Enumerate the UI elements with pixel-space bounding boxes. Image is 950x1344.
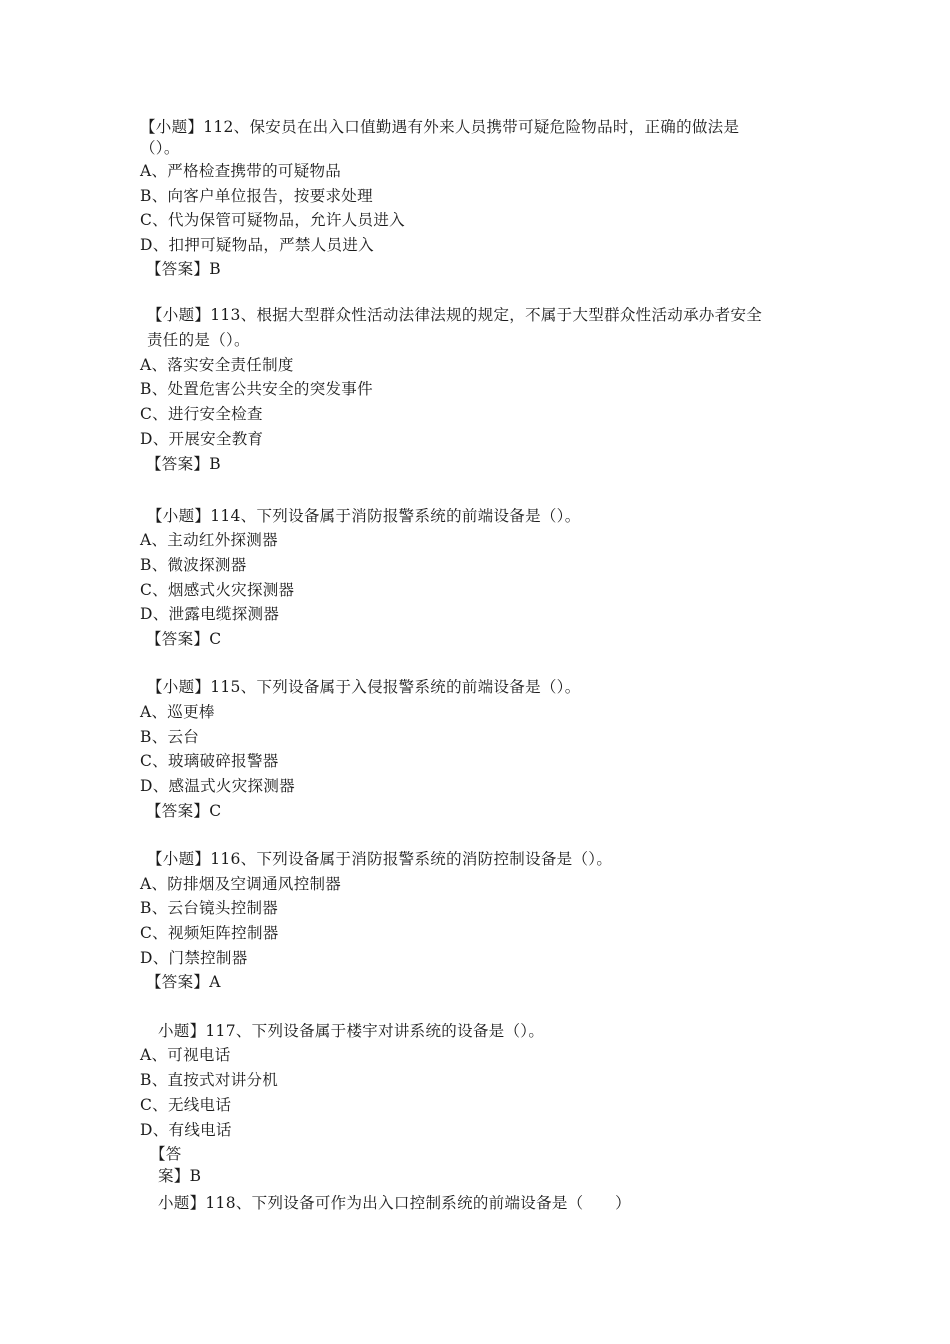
question-114-option-d: D、泄露电缆探测器: [140, 605, 280, 623]
question-112-option-d: D、扣押可疑物品，严禁人员进入: [140, 236, 374, 254]
question-114-stem: 【小题】114、下列设备属于消防报警系统的前端设备是（）。: [147, 507, 581, 525]
question-115-option-c: C、玻璃破碎报警器: [140, 752, 279, 770]
question-112-option-b: B、向客户单位报告，按要求处理: [140, 187, 373, 205]
question-113-option-a: A、落实安全责任制度: [140, 356, 294, 374]
question-115-answer: 【答案】C: [146, 802, 222, 820]
question-113-option-b: B、处置危害公共安全的突发事件: [140, 380, 373, 398]
question-114-option-a: A、主动红外探测器: [140, 531, 278, 549]
question-112-answer: 【答案】B: [146, 260, 221, 278]
question-117-answer-line-1: 【答: [150, 1145, 182, 1163]
question-115-option-d: D、感温式火灾探测器: [140, 777, 295, 795]
question-112-stem-line-2: （）。: [140, 139, 180, 157]
question-117-answer-line-2: 案】B: [158, 1167, 202, 1185]
question-116-stem: 【小题】116、下列设备属于消防报警系统的消防控制设备是（）。: [147, 850, 613, 868]
question-117-stem: 小题】117、下列设备属于楼宇对讲系统的设备是（）。: [158, 1022, 545, 1040]
question-114-answer: 【答案】C: [146, 630, 222, 648]
question-117-option-a: A、可视电话: [140, 1046, 231, 1064]
question-113-answer: 【答案】B: [146, 455, 221, 473]
question-115-option-b: B、云台: [140, 728, 200, 746]
question-114-option-c: C、烟感式火灾探测器: [140, 581, 295, 599]
question-112-option-c: C、代为保管可疑物品，允许人员进入: [140, 211, 405, 229]
question-116-answer: 【答案】A: [146, 973, 221, 991]
question-113-option-c: C、进行安全检查: [140, 405, 263, 423]
question-113-option-d: D、开展安全教育: [140, 430, 264, 448]
question-117-option-b: B、直按式对讲分机: [140, 1071, 279, 1089]
question-117-option-c: C、无线电话: [140, 1096, 232, 1114]
question-117-option-d: D、有线电话: [140, 1121, 232, 1139]
question-116-option-b: B、云台镜头控制器: [140, 899, 279, 917]
question-112-option-a: A、严格检查携带的可疑物品: [140, 162, 342, 180]
question-113-stem-line-1: 【小题】113、根据大型群众性活动法律法规的规定，不属于大型群众性活动承办者安全: [147, 306, 763, 324]
question-115-option-a: A、巡更棒: [140, 703, 215, 721]
question-116-option-a: A、防排烟及空调通风控制器: [140, 875, 342, 893]
question-116-option-c: C、视频矩阵控制器: [140, 924, 279, 942]
question-118-stem: 小题】118、下列设备可作为出入口控制系统的前端设备是（ ）: [158, 1194, 631, 1212]
question-116-option-d: D、门禁控制器: [140, 949, 248, 967]
question-115-stem: 【小题】115、下列设备属于入侵报警系统的前端设备是（）。: [147, 678, 581, 696]
question-113-stem-line-2: 责任的是（）。: [147, 331, 250, 349]
question-112-stem-line-1: 【小题】112、保安员在出入口值勤遇有外来人员携带可疑危险物品时，正确的做法是: [140, 118, 740, 136]
question-114-option-b: B、微波探测器: [140, 556, 247, 574]
